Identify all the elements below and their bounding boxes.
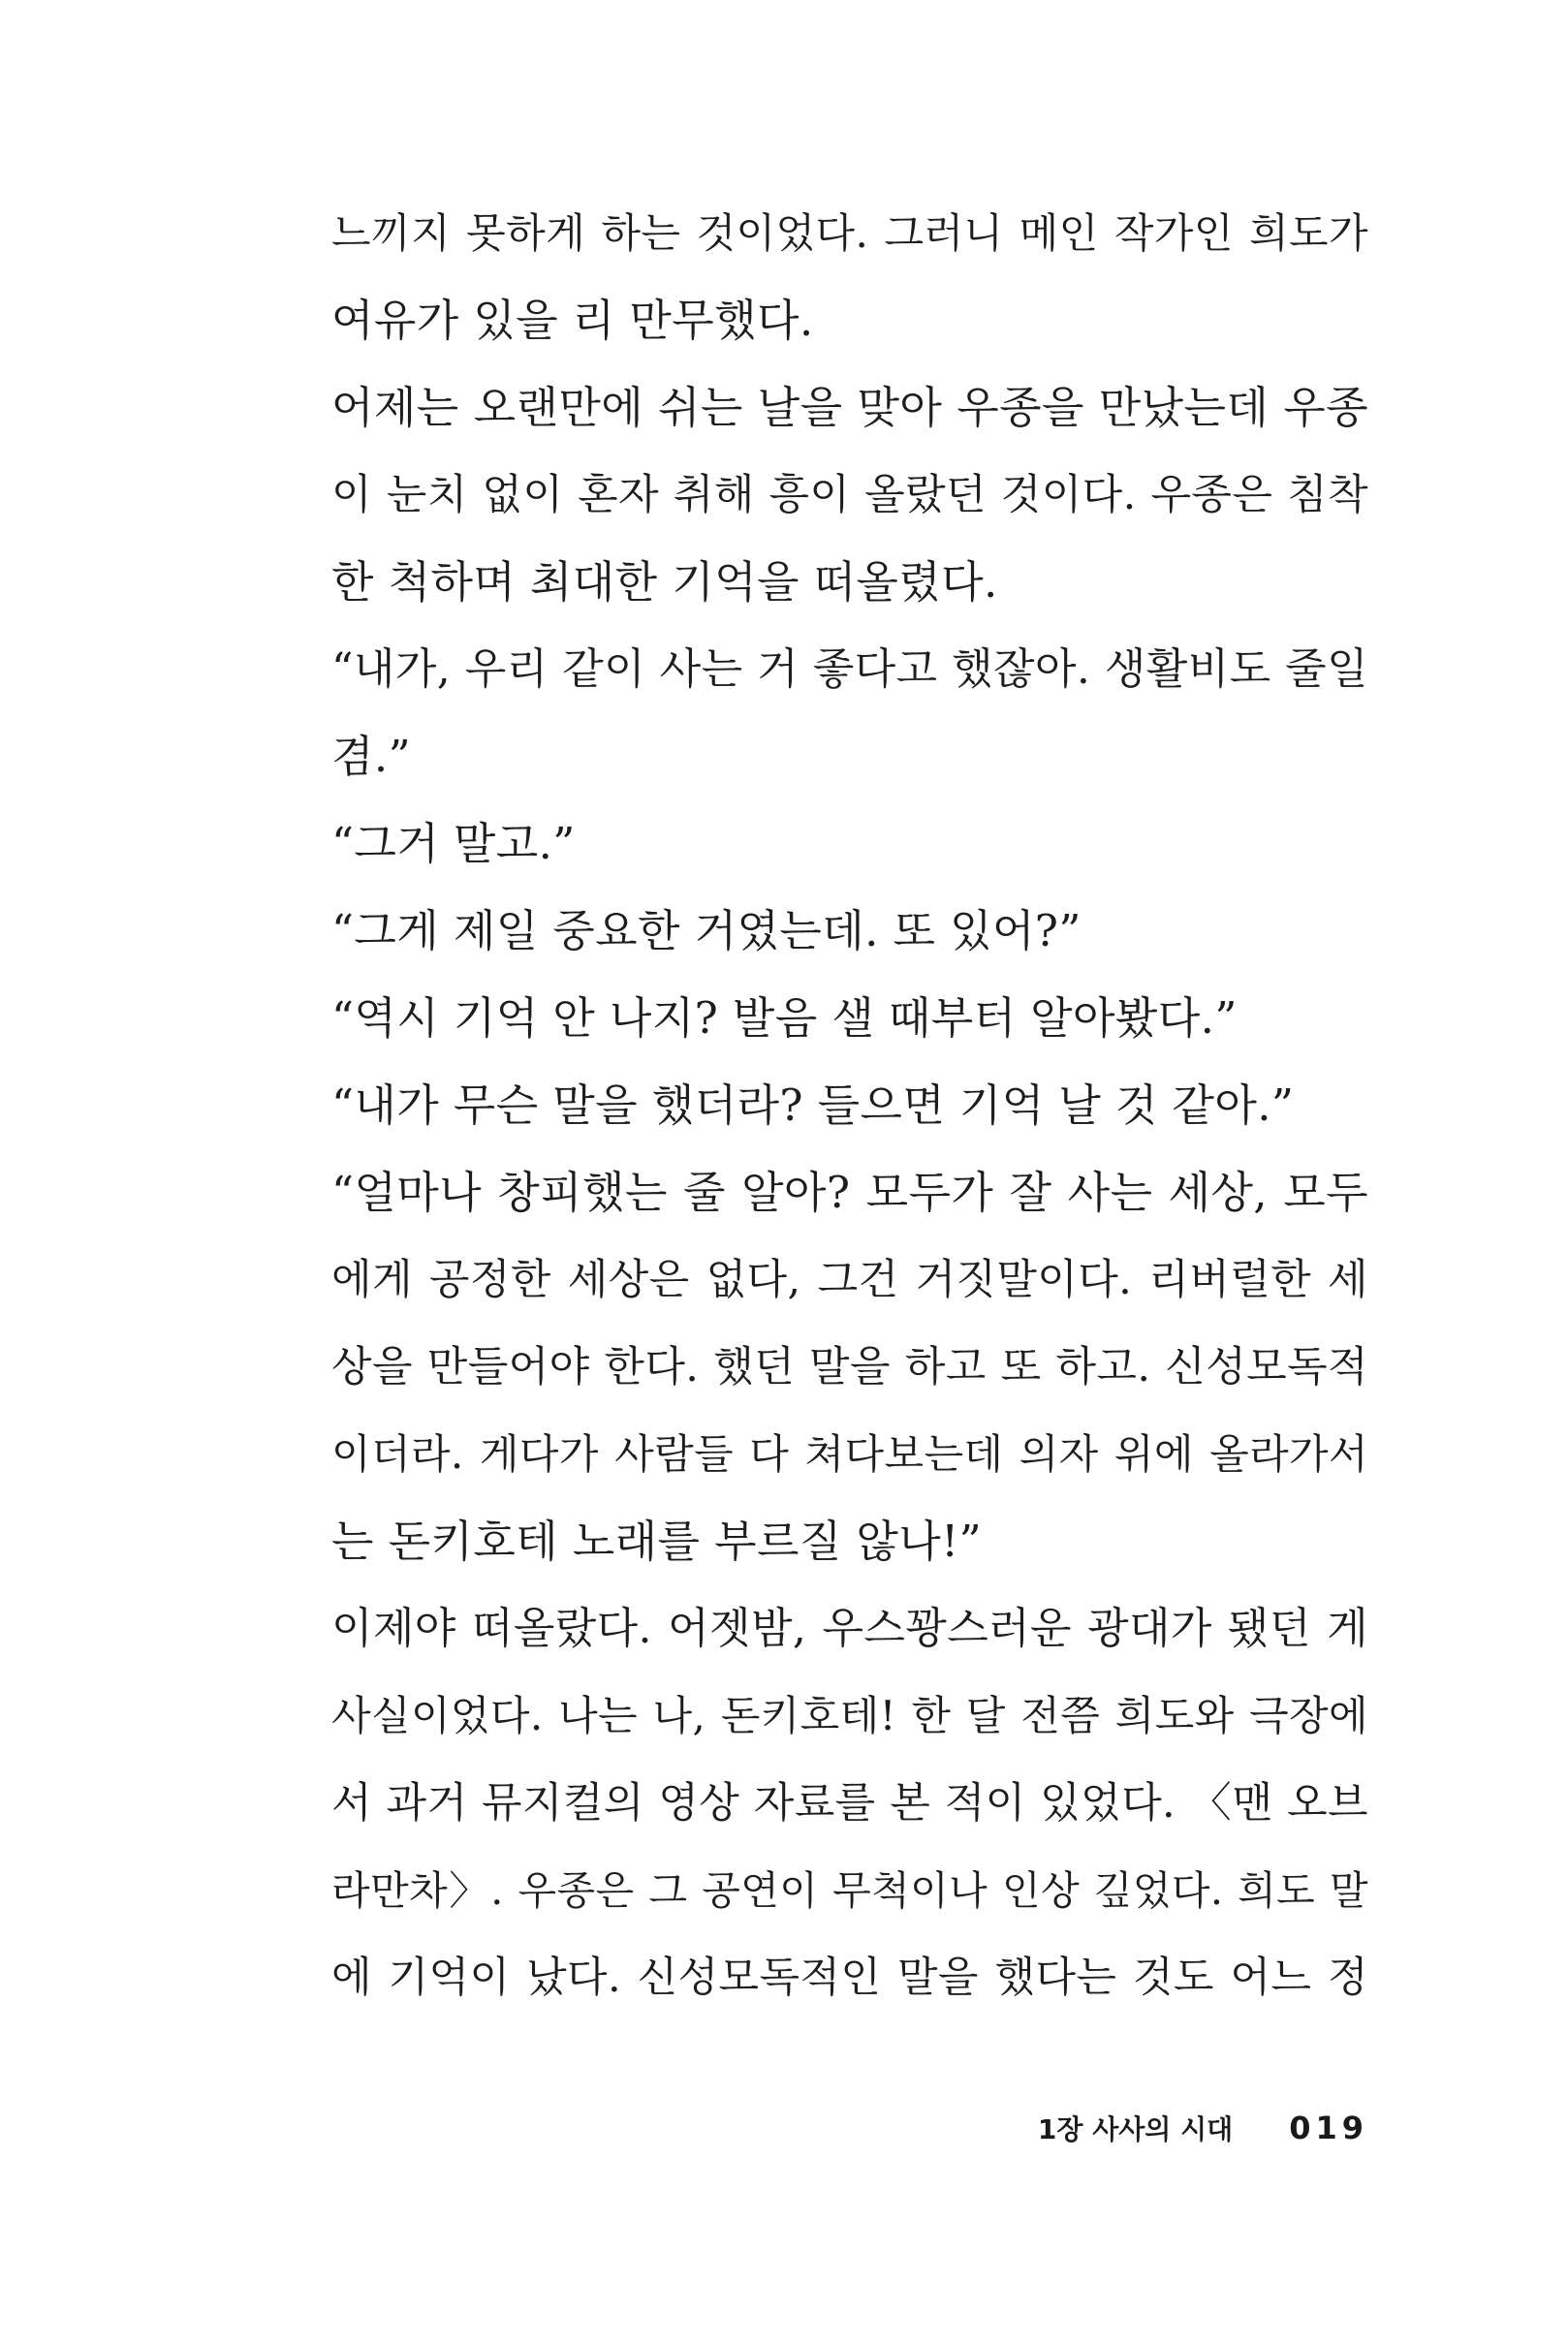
text-line: “내가, 우리 같이 사는 거 좋다고 했잖아. 생활비도 줄일 [331, 644, 1368, 694]
text-line: 겸.” [331, 731, 411, 782]
page-number: 019 [1289, 2110, 1368, 2146]
text-line: “역시 기억 안 나지? 발음 샐 때부터 알아봤다.” [331, 992, 1238, 1044]
text-line: 여유가 있을 리 만무했다. [331, 295, 814, 346]
text-line: 이더라. 게다가 사람들 다 쳐다보는데 의자 위에 올라가서 [331, 1430, 1368, 1478]
text-line: “얼마나 창피했는 줄 알아? 모두가 잘 사는 세상, 모두 [331, 1167, 1368, 1218]
running-chapter-title: 1장 사사의 시대 [1037, 2113, 1234, 2145]
text-line: 서 과거 뮤지컬의 영상 자료를 본 적이 있었다. 〈맨 오브 [331, 1779, 1368, 1828]
text-line: 라만차〉. 우종은 그 공연이 무척이나 인상 깊었다. 희도 말 [331, 1867, 1368, 1914]
text-line: 이 눈치 없이 혼자 취해 흥이 올랐던 것이다. 우종은 침착 [331, 471, 1368, 519]
text-line: 한 척하며 최대한 기억을 떠올렸다. [331, 556, 998, 608]
text-line: 느끼지 못하게 하는 것이었다. 그러니 메인 작가인 희도가 [331, 209, 1368, 257]
text-line: 에게 공정한 세상은 없다, 그건 거짓말이다. 리버럴한 세 [331, 1256, 1368, 1304]
text-line: “그거 말고.” [331, 818, 576, 869]
text-line: “그게 제일 중요한 거였는데. 또 있어?” [331, 905, 1082, 956]
page-footer [1038, 2109, 1368, 2147]
text-line: 사실이었다. 나는 나, 돈키호테! 한 달 전쯤 희도와 극장에 [331, 1692, 1368, 1739]
text-line: “내가 무슨 말을 했더라? 들으면 기억 날 것 같아.” [331, 1079, 1295, 1131]
text-line: 이제야 떠올랐다. 어젯밤, 우스꽝스러운 광대가 됐던 게 [331, 1604, 1368, 1653]
text-line: 에 기억이 났다. 신성모독적인 말을 했다는 것도 어느 정 [331, 1954, 1368, 2002]
text-line: 는 돈키호테 노래를 부르질 않나!” [331, 1516, 983, 1567]
text-line: 어제는 오랜만에 쉬는 날을 맞아 우종을 만났는데 우종 [331, 382, 1368, 433]
text-line: 상을 만들어야 한다. 했던 말을 하고 또 하고. 신성모독적 [331, 1343, 1368, 1392]
body-text [331, 190, 1368, 2021]
